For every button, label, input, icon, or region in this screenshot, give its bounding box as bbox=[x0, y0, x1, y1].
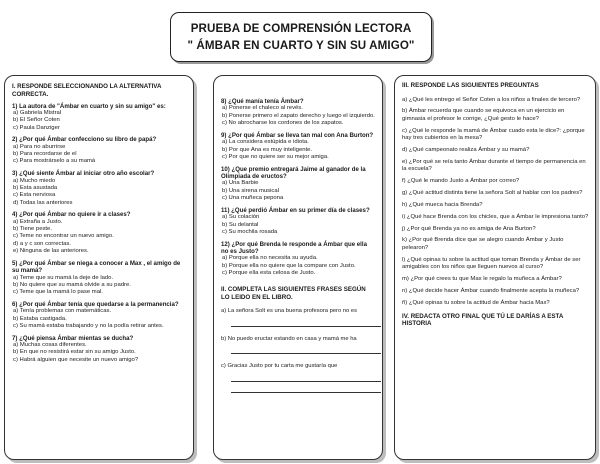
open-question: d) ¿Qué campeonato realiza Ámbar y su mamá? bbox=[402, 146, 530, 153]
question-text: 5) ¿Por qué Ámbar se niega a conocer a Max , el amigo de su mamá? bbox=[12, 259, 181, 275]
answer-option: c) No abrocharse los cordones de los zapatos. bbox=[222, 120, 344, 126]
open-question: k) ¿Por qué Brenda dice que se alegro cuando Ámbar y Justo pelearon? bbox=[402, 237, 564, 251]
answer-option: a) Tenía problemas con matemáticas. bbox=[13, 308, 112, 315]
open-question: l) ¿Qué opinas tu sobre la actitud que toman Brenda y Ámbar de ser amigables con los niños que lleguen nuevos al curso? bbox=[402, 256, 581, 270]
question-block bbox=[12, 136, 187, 165]
question-block bbox=[12, 170, 187, 207]
fill-in-text: a) La señora Solt es una buena profesora pero no es bbox=[221, 308, 357, 315]
open-question: n) ¿Qué decide hacer Ámbar cuando finalmente acepta la muñeca? bbox=[402, 287, 580, 294]
answer-line bbox=[231, 347, 381, 354]
open-question: m) ¿Por qué crees tu que Max le regalo la muñeca a Ámbar? bbox=[402, 275, 562, 282]
answer-option: a) Ponerse el chaleco al revés. bbox=[222, 105, 303, 112]
column-left bbox=[4, 75, 194, 460]
question-text: 10) ¿Que premio entregará Jaime al ganador de la Olimpiada de eructos? bbox=[221, 165, 366, 180]
fill-in-text: c) Gracias Justo por tu carta me gustaría que bbox=[221, 363, 338, 370]
answer-line bbox=[231, 320, 381, 327]
open-question: ñ) ¿Qué opinas tu sobre la actitud de Ámbar hacia Max? bbox=[402, 299, 550, 306]
section-1-continued-questions bbox=[221, 98, 376, 277]
open-question: j) ¿Por qué Brenda ya no es amiga de Ana Burton? bbox=[402, 225, 536, 232]
answer-option: a) Su colación bbox=[222, 214, 260, 221]
answer-option: c) Paula Danziger bbox=[13, 124, 60, 131]
answer-option: b) Esta asustada bbox=[13, 184, 58, 191]
question-block bbox=[221, 241, 376, 278]
answer-option: a) Porque ella no necesita su ayuda. bbox=[222, 255, 318, 262]
section-3-heading: III. RESPONDE LAS SIGUIENTES PREGUNTAS bbox=[402, 82, 539, 89]
question-text: 8) ¿Qué manía tenía Ámbar? bbox=[221, 98, 304, 105]
question-text: 6) ¿Por qué Ámbar tenía que quedarse a la permanencia? bbox=[12, 300, 179, 308]
question-block bbox=[12, 103, 187, 132]
answer-option: b) Tiene peste. bbox=[13, 226, 52, 233]
answer-option: a) Mucho miedo bbox=[13, 177, 56, 184]
answer-option: c) Teme que la mamá lo pase mal. bbox=[13, 289, 103, 296]
answer-option: c) Su mamá estaba trabajando y no la podía retirar antes. bbox=[13, 322, 164, 329]
question-block bbox=[221, 207, 376, 236]
answer-option: a) Muchas cosas diferentes. bbox=[13, 342, 87, 349]
answer-option: b) Ponerse primero el zapato derecho y luego el izquierdo. bbox=[222, 112, 375, 119]
open-question: i) ¿Qué hace Brenda con los chicles, que a Ámbar le impresiona tanto? bbox=[402, 213, 589, 220]
question-text: 9) ¿Por qué Ámbar se lleva tan mal con Ana Burton? bbox=[221, 131, 374, 139]
column-right bbox=[394, 75, 596, 460]
question-block bbox=[12, 335, 187, 364]
title-line-1: PRUEBA DE COMPRENSIÓN LECTORA bbox=[190, 22, 412, 35]
answer-option: d) a y c son correctas. bbox=[13, 240, 71, 247]
section-3-questions bbox=[402, 97, 589, 307]
open-question: c) ¿Qué le responde la mamá de Ámbar cuado esta le dice?: ¿porque hay tres cubiertos en la mesa? bbox=[402, 127, 585, 141]
question-text: 12) ¿Por qué Brenda le responde a Ámbar que ella no es Justo? bbox=[221, 240, 367, 255]
section-2-heading: II. COMPLETA LAS SIGUIENTES FRASES SEGÚN LO LEIDO EN EL LIBRO. bbox=[221, 286, 366, 301]
answer-option: b) Para recordarse de el bbox=[13, 151, 77, 158]
question-block bbox=[12, 260, 187, 297]
answer-option: b) En que no resistirá estar sin su amigo Justo. bbox=[13, 349, 136, 356]
answer-option: b) Por que Ana es muy inteligente. bbox=[222, 146, 313, 153]
open-question: g) ¿Qué actitud distinta tiene la señora Solt al hablar con los padres? bbox=[402, 189, 583, 196]
answer-line bbox=[231, 375, 381, 382]
section-4-heading: IV. REDACTA OTRO FINAL QUE TÚ LE DARÍAS A ESTA HISTORIA bbox=[402, 312, 564, 328]
open-question: e) ¿Por qué se reía tanto Ámbar durante el tiempo de permanencia en la escuela? bbox=[402, 158, 586, 173]
section-1-questions bbox=[12, 103, 187, 364]
answer-option: b) Una sirena musical bbox=[222, 187, 279, 194]
question-text: 2) ¿Por qué Ámbar confecciono su libro de papá? bbox=[12, 136, 157, 144]
question-text: 7) ¿Qué piensa Ámbar mientas se ducha? bbox=[12, 334, 134, 342]
question-text: 3) ¿Qué siente Ámbar al iniciar otro año escolar? bbox=[12, 170, 155, 178]
open-question: b) Ámbar recuerda que cuando se equivoca en un ejercicio en gimnasia el profesor le corrige, ¿Qué gesto le hace? bbox=[402, 108, 565, 122]
answer-option: e) Ninguna de las anteriores. bbox=[13, 247, 89, 254]
question-text: 11) ¿Qué perdió Ámbar en su primer día de clases? bbox=[221, 206, 370, 214]
answer-option: a) Una Barbie bbox=[222, 180, 259, 187]
section-1-heading: I. RESPONDE SELECCIONANDO LA ALTERNATIVA CORRECTA. bbox=[12, 83, 162, 98]
column-middle bbox=[213, 75, 383, 460]
answer-option: c) Su mochila rosada bbox=[222, 228, 278, 235]
open-question: a) ¿Qué les entrego el Señor Coten a los niños a finales de tercero? bbox=[402, 96, 581, 103]
answer-option: c) Una muñeca pepona bbox=[222, 195, 284, 201]
answer-option: c) Habrá alguien que necesite un nuevo amigo? bbox=[13, 356, 139, 363]
section-2-items bbox=[221, 308, 376, 392]
question-block bbox=[12, 301, 187, 330]
answer-option: b) No quiere que su mamá olvide a su padre. bbox=[13, 281, 131, 288]
answer-option: c) Por que no quiere ser su mejor amiga. bbox=[222, 153, 329, 160]
answer-line bbox=[231, 386, 381, 393]
fill-in-text: b) No puedo eructar estando en casa y mamá me ha bbox=[221, 335, 357, 342]
open-question: f) ¿Qué le mando Justo a Ámbar por correo? bbox=[402, 177, 520, 184]
fill-in-item bbox=[221, 363, 376, 392]
answer-option: b) Porque ella no quiere que la compare con Justo. bbox=[222, 262, 356, 269]
answer-option: a) Gabriela Mistral bbox=[13, 110, 62, 117]
question-block bbox=[221, 166, 376, 203]
question-block bbox=[221, 132, 376, 161]
answer-option: a) La considera estúpida e idiota. bbox=[222, 139, 309, 146]
question-text: 4) ¿Por qué Ámbar no quiere ir a clases? bbox=[12, 211, 131, 219]
question-block bbox=[221, 98, 376, 127]
title-box bbox=[170, 12, 432, 62]
fill-in-item bbox=[221, 336, 376, 354]
answer-option: a) Para no aburrirse bbox=[13, 143, 66, 150]
question-text: 1) La autora de "Ámbar en cuarto y sin su amigo" es: bbox=[12, 102, 166, 110]
open-question: h) ¿Qué mueca hacia Brenda? bbox=[402, 201, 483, 208]
answer-option: c) Esta nerviosa bbox=[13, 192, 56, 199]
answer-option: d) Todas las anteriores bbox=[13, 199, 73, 206]
answer-option: b) Estaba castigada. bbox=[13, 315, 67, 322]
answer-option: b) Su delantal bbox=[222, 221, 259, 228]
question-block bbox=[12, 211, 187, 255]
answer-option: c) Teme no encontrar un nuevo amigo. bbox=[13, 233, 114, 240]
title-line-2: " ÁMBAR EN CUARTO Y SIN SU AMIGO" bbox=[187, 39, 415, 52]
fill-in-item bbox=[221, 308, 376, 326]
answer-option: c) Para mostrárselo a su mamá bbox=[13, 158, 96, 165]
answer-option: c) Porque ella esta celosa de Justo. bbox=[222, 270, 316, 276]
answer-option: a) Teme que su mamá la deje de lado. bbox=[13, 274, 114, 281]
answer-option: b) El Señor Coten bbox=[13, 117, 60, 124]
answer-option: a) Extraña a Justo. bbox=[13, 218, 63, 225]
